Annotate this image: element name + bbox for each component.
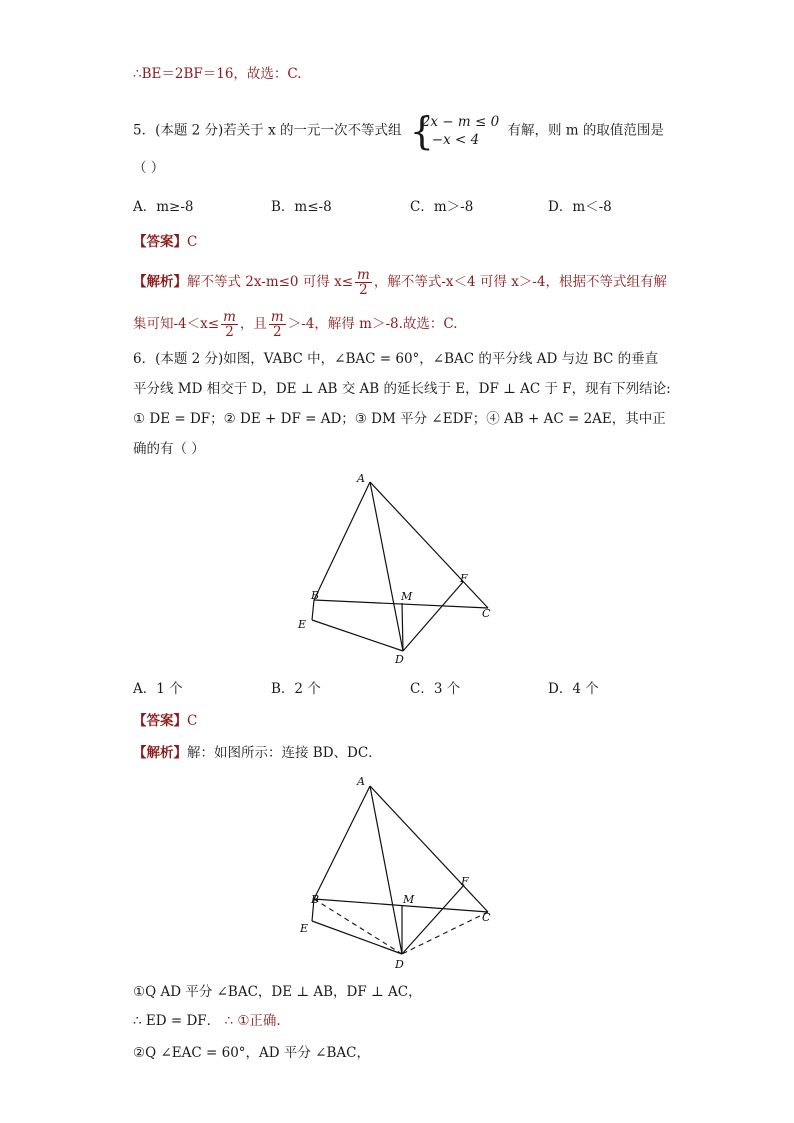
label-c: C	[482, 911, 491, 924]
answer-tag: 【答案】	[133, 234, 187, 250]
label-b: B	[311, 589, 320, 602]
q5-option-b: B．m≤-8	[271, 199, 332, 215]
q6-option-b: B．2 个	[271, 681, 321, 697]
geometry-figure-2	[290, 771, 510, 976]
q5-analysis-line-2	[133, 310, 458, 339]
analysis-text: 解不等式 2x-m≤0 可得 x≤	[187, 274, 354, 290]
fraction-m-over-2: $\frac{m}{2}$	[223, 309, 236, 340]
q6-step-1: ①Q AD 平分 ∠BAC，DE ⊥ AB，DF ⊥ AC，	[133, 984, 422, 1000]
q5-analysis-line-1	[133, 268, 667, 297]
q6-answer-line	[133, 711, 197, 731]
analysis-text: 集可知-4＜x≤	[133, 316, 220, 332]
inequality-row-2: −x < 4	[431, 132, 480, 148]
label-d: D	[395, 653, 404, 666]
geometry-figure-1	[290, 465, 510, 670]
analysis-tag: 【解析】	[133, 745, 187, 761]
q6-step-2	[133, 1011, 281, 1031]
analysis-text: ，且	[239, 316, 267, 332]
analysis-text: 解：如图所示：连接 BD、DC．	[187, 745, 382, 761]
q6-stem-line-3: ① DE = DF；② DE + DF = AD；③ DM 平分 ∠EDF；④ AB + AC = 2AE，其中正	[133, 411, 666, 427]
q6-stem-line-2: 平分线 MD 相交于 D，DE ⊥ AB 交 AB 的延长线于 E，DF ⊥ AC 于 F，现有下列结论:	[133, 381, 671, 397]
segment-ad	[370, 482, 403, 651]
q5-answer-line	[133, 232, 197, 252]
label-e: E	[298, 618, 307, 631]
q6-option-d: D．4 个	[548, 681, 599, 697]
label-a: A	[357, 775, 365, 788]
segment-ab	[314, 786, 370, 899]
segment-dc-dashed	[402, 912, 488, 954]
step-text: ∴ ED = DF．	[133, 1013, 221, 1029]
segment-ac	[370, 482, 488, 608]
step-conclusion: ∴ ①正确.	[224, 1013, 281, 1029]
segment-ed	[312, 921, 402, 954]
q5-option-d: D．m＜-8	[548, 199, 612, 215]
answer-value: C	[187, 234, 198, 250]
q5-option-a: A．m≥-8	[133, 199, 194, 215]
inequality-system: { 2x − m ≤ 0 −x < 4	[409, 109, 500, 153]
label-a: A	[357, 472, 365, 485]
label-d: D	[395, 958, 404, 971]
answer-tag: 【答案】	[133, 713, 187, 729]
label-m: M	[403, 893, 415, 906]
analysis-tag: 【解析】	[133, 274, 187, 290]
fraction-m-over-2: $\frac{m}{2}$	[270, 309, 284, 340]
question-5-stem	[133, 109, 664, 153]
segment-be	[312, 600, 314, 620]
inequality-row-1: 2x − m ≤ 0	[421, 114, 500, 130]
q6-option-a: A．1 个	[133, 681, 183, 697]
label-c: C	[482, 607, 491, 620]
label-b: B	[311, 893, 320, 906]
label-f: F	[461, 875, 469, 888]
q5-prefix: 5．(本题 2 分)若关于 x 的一元一次不等式组	[133, 122, 402, 139]
analysis-text: ＞-4，解得 m＞-8.故选：C.	[287, 316, 458, 332]
segment-ad	[370, 786, 402, 954]
q6-option-c: C．3 个	[410, 681, 461, 697]
segment-ab	[314, 482, 370, 600]
label-m: M	[401, 590, 413, 603]
q6-analysis-line	[133, 743, 382, 763]
segment-bc	[314, 899, 488, 912]
segment-ed	[312, 620, 403, 651]
q5-suffix: 有解，则 m 的取值范围是	[507, 122, 664, 139]
label-e: E	[300, 922, 309, 935]
q5-answer-parens: （ ）	[133, 160, 165, 176]
q6-step-3: ②Q ∠EAC = 60°，AD 平分 ∠BAC，	[133, 1045, 370, 1061]
fraction-m-over-2: $\frac{m}{2}$	[357, 267, 370, 298]
previous-answer-line: ∴BE＝2BF＝16，故选：C.	[133, 66, 302, 82]
q6-stem-line-1: 6．(本题 2 分)如图，VABC 中，∠BAC = 60°，∠BAC 的平分线 AD 与边 BC 的垂直	[133, 351, 659, 367]
segment-ac	[370, 786, 488, 912]
analysis-text: ，解不等式-x＜4 可得 x＞-4，根据不等式组有解	[373, 274, 667, 290]
q5-option-c: C．m＞-8	[410, 199, 474, 215]
q6-stem-line-4: 确的有（ ）	[133, 441, 205, 457]
label-f: F	[460, 572, 468, 585]
answer-value: C	[187, 713, 198, 729]
